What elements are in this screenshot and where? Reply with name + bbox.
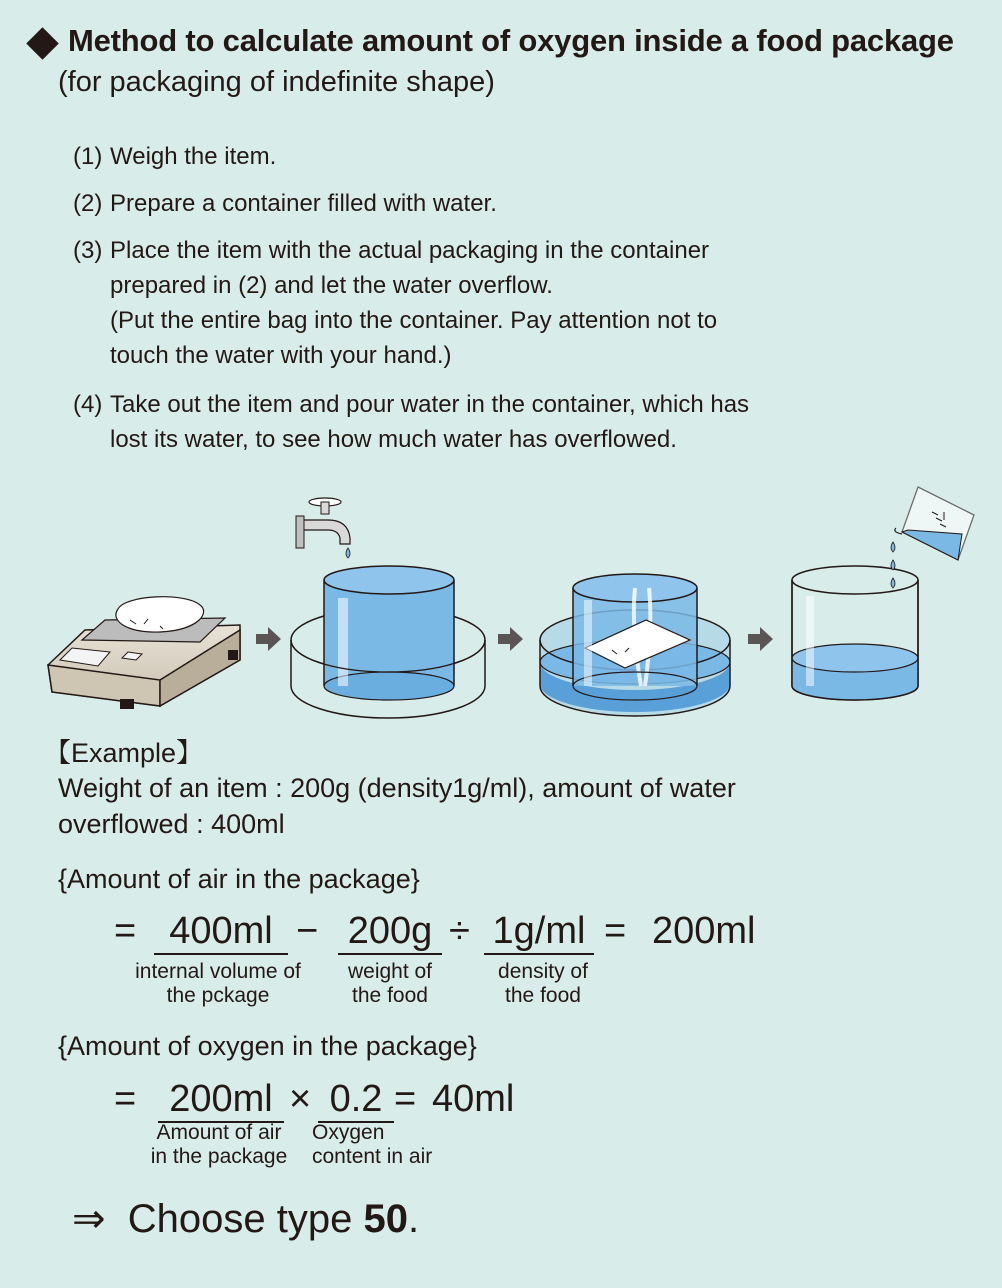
formula-label: Oxygen content in air xyxy=(312,1121,433,1168)
page-title: Method to calculate amount of oxygen inside a food package xyxy=(68,23,954,58)
air-term-volume: 400ml xyxy=(154,910,288,955)
overflow-container-icon xyxy=(540,574,730,716)
oxygen-formula-heading: {Amount of oxygen in the package} xyxy=(58,1031,477,1061)
conclusion-type: 50 xyxy=(363,1197,408,1241)
air-term-weight: 200g xyxy=(338,910,442,955)
formula-label: weight of the food xyxy=(347,960,433,1007)
implies-arrow-icon: ⇒ xyxy=(72,1197,106,1241)
example-heading: 【Example】 xyxy=(44,738,204,768)
measuring-container-icon xyxy=(792,566,918,700)
step-text: Prepare a container filled with water. xyxy=(110,190,497,217)
step-text: (Put the entire bag into the container. Pay attention not to xyxy=(110,307,718,334)
example-line: Weight of an item : 200g (density1g/ml), amount of water xyxy=(58,773,736,803)
oxygen-term-air: 200ml xyxy=(158,1078,284,1123)
step-number: (1) xyxy=(73,143,103,170)
arrow-right-icon xyxy=(256,627,281,651)
conclusion-period: . xyxy=(407,1197,420,1241)
oxygen-term-content: 0.2 xyxy=(318,1078,394,1123)
conclusion-text: Choose type xyxy=(127,1197,364,1241)
measuring-cup-icon xyxy=(891,487,974,588)
step-text: Weigh the item. xyxy=(110,143,277,170)
step-text: touch the water with your hand.) xyxy=(110,342,452,369)
arrow-right-icon xyxy=(498,627,523,651)
step-number: (3) xyxy=(73,237,103,264)
faucet-icon xyxy=(296,498,350,558)
conclusion xyxy=(72,1196,419,1242)
formula-label: internal volume of the pckage xyxy=(135,960,301,1007)
page-subtitle: (for packaging of indefinite shape) xyxy=(58,66,495,98)
step-text: lost its water, to see how much water has overflowed. xyxy=(110,426,677,453)
air-term-density: 1g/ml xyxy=(484,910,594,955)
minus-sign: − xyxy=(296,910,319,952)
step-text: prepared in (2) and let the water overflow. xyxy=(110,272,553,299)
example-line: overflowed : 400ml xyxy=(58,809,285,839)
equals-sign: = xyxy=(604,910,627,952)
arrow-right-icon xyxy=(748,627,773,651)
scale-icon xyxy=(48,597,240,709)
formula-label: density of the food xyxy=(498,960,588,1007)
step-number: (2) xyxy=(73,190,103,217)
step-text: Take out the item and pour water in the container, which has xyxy=(110,391,750,418)
air-formula-heading: {Amount of air in the package} xyxy=(58,864,420,894)
step-number: (4) xyxy=(73,391,103,418)
formula-label: Amount of air in the package xyxy=(150,1121,288,1168)
air-result: 200ml xyxy=(652,910,756,952)
equals-sign: = xyxy=(114,910,137,952)
equals-sign: = xyxy=(114,1078,137,1120)
oxygen-result: 40ml xyxy=(432,1078,515,1120)
step-text: Place the item with the actual packaging in the container xyxy=(110,237,710,264)
multiply-sign: × xyxy=(289,1078,312,1120)
divide-sign: ÷ xyxy=(449,910,470,952)
equals-sign: = xyxy=(394,1078,417,1120)
water-filled-container-icon xyxy=(291,566,485,718)
